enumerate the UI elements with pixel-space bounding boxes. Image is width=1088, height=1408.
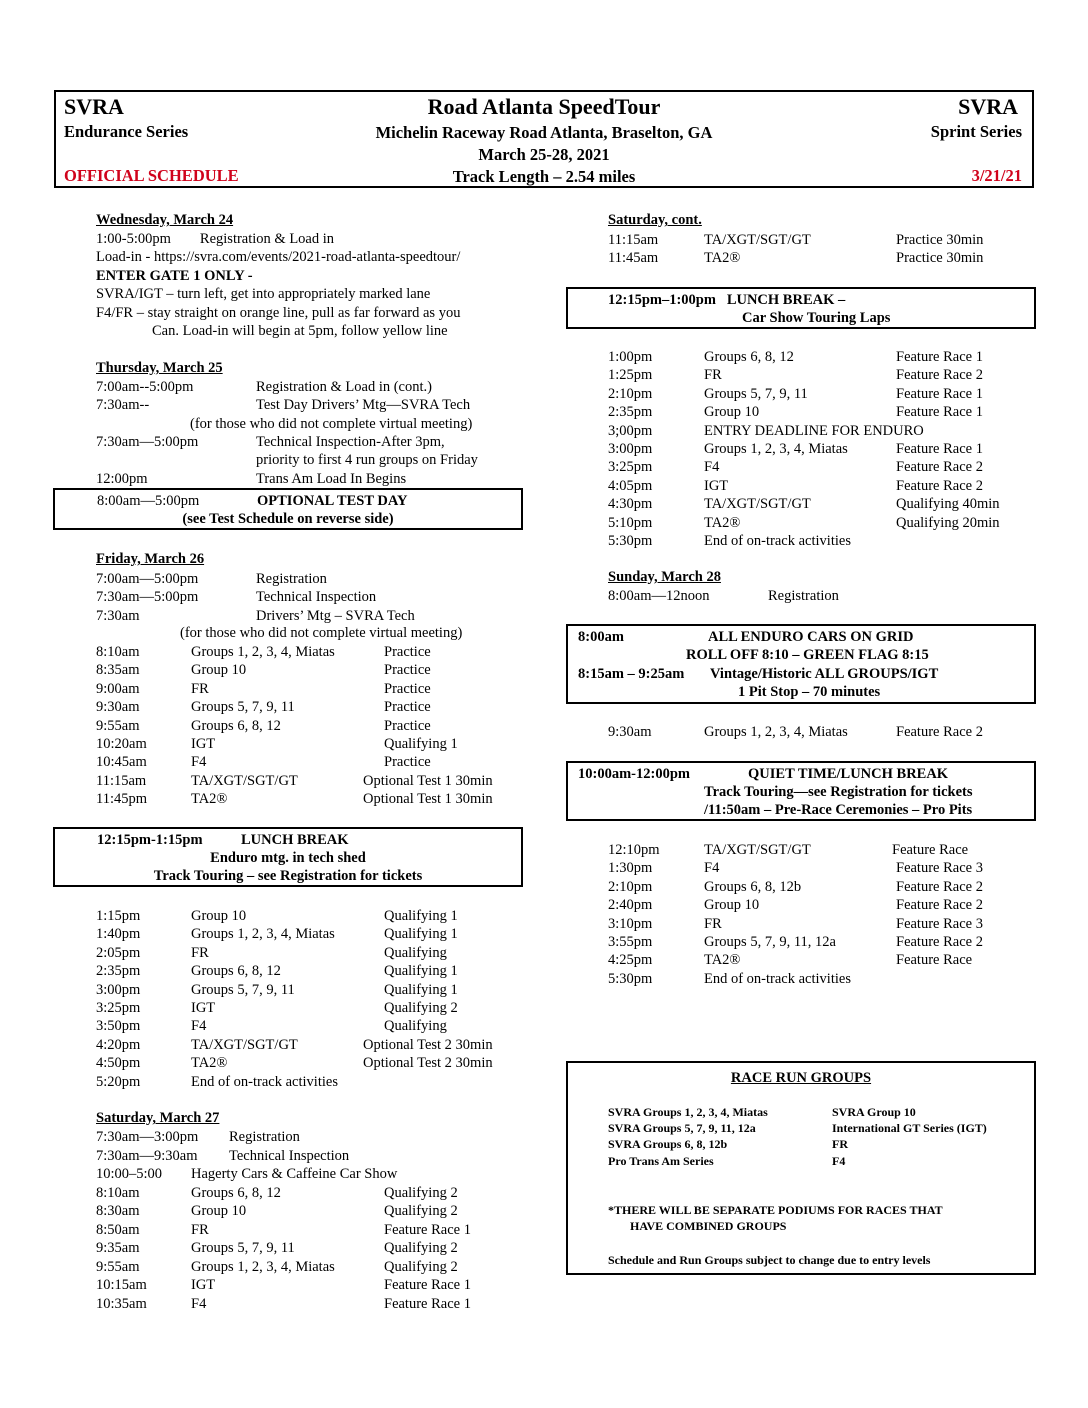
schedule-row [0,440,1088,458]
row-time: 1:40pm [96,926,141,943]
row-session: Feature Race 2 [896,934,983,950]
row-group: End of on-track activities [704,533,851,549]
run-group-left: SVRA Groups 6, 8, 12b [608,1137,728,1151]
enduro-line1: ALL ENDURO CARS ON GRID [708,629,914,645]
row-session: Qualifying 1 [384,963,458,980]
row-session: Qualifying 1 [384,736,458,752]
row-time: 4:50pm [96,1055,141,1072]
schedule-row [0,588,1088,606]
enduro-line3: Vintage/Historic ALL GROUPS/IGT [710,666,939,682]
row-time: 10:35am [96,1295,147,1312]
row-group: F4 [704,860,720,877]
row-group: Groups 6, 8, 12 [704,349,794,365]
wednesday-heading: Wednesday, March 24 [96,212,234,228]
row-time: 9:30am [608,724,652,740]
row-time: 2:05pm [96,944,141,961]
row-session: Optional Test 1 30min [363,772,493,789]
row-session: Practice [384,717,431,734]
row-group: TA2® [191,791,228,808]
row-session: Feature Race 1 [896,385,983,402]
row-time: 9:35am [96,1240,140,1256]
schedule-row [0,249,1088,267]
row-session: Feature Race 1 [384,1295,471,1312]
row-group: IGT [704,477,729,494]
row-session: Feature Race 1 [384,1221,471,1238]
row-group: Groups 6, 8, 12 [191,1184,281,1201]
row-group: Groups 1, 2, 3, 4, Miatas [191,1258,335,1275]
row-time: 8:10am [96,1184,140,1201]
wednesday-line: 1:00-5:00pm Registration & Load in [96,231,335,247]
row-group: Registration [256,571,327,587]
saturday-cont-heading: Saturday, cont. [608,212,702,228]
schedule-row [0,477,1088,495]
quiet-time-time: 10:00am-12:00pm [578,766,690,782]
wednesday-line: Can. Load-in will begin at 5pm, follow yellow line [152,323,448,339]
row-group: F4 [191,1295,207,1312]
row-time: 3:25pm [96,1000,141,1016]
row-time: 3:10pm [608,915,653,932]
schedule-row [0,1276,1088,1294]
row-time: 7:00am—5:00pm [96,571,199,587]
saturday-lunch-line2: Car Show Touring Laps [742,310,891,326]
row-time: 3:50pm [96,1018,141,1035]
revision-date: 3/21/21 [971,166,1022,185]
left-title: SVRA [64,94,124,119]
friday-lunch-time: 12:15pm-1:15pm [97,832,203,848]
official-schedule-label: OFFICIAL SCHEDULE [64,166,239,185]
row-session: Feature Race 1 [896,441,983,457]
row-group: Registration & Load in (cont.) [256,379,432,395]
schedule-row [0,723,1088,741]
row-group: End of on-track activities [704,970,851,987]
right-title: SVRA [958,94,1018,119]
enduro-line2: ROLL OFF 8:10 – GREEN FLAG 8:15 [686,647,929,663]
saturday-lunch-box [566,287,1036,329]
row-session: Qualifying 2 [384,1240,458,1256]
left-subtitle: Endurance Series [64,122,189,141]
row-group: Technical Inspection [256,589,377,606]
row-group: Group 10 [191,1203,247,1219]
schedule-row [0,841,1088,859]
row-group: TA/XGT/SGT/GT [191,772,298,789]
schedule-row [0,999,1088,1017]
row-session: Feature Race 2 [896,878,983,895]
schedule-row [0,385,1088,403]
run-group-right: FR [832,1137,848,1151]
schedule-row [0,348,1088,366]
row-group: F4 [191,754,207,771]
friday-lunch-line3: Track Touring – see Registration for tickets [153,868,423,884]
run-group-right: International GT Series (IGT) [832,1121,987,1135]
saturday-lunch-line1: 12:15pm–1:00pm LUNCH BREAK – [608,292,846,308]
row-group: IGT [191,1000,216,1016]
schedule-row [0,915,1088,933]
row-group: FR [191,680,209,697]
row-time: 2:10pm [608,385,653,402]
row-group: Technical Inspection-After 3pm, [256,433,445,450]
row-time: 2:10pm [608,878,653,895]
test-day-title: OPTIONAL TEST DAY [257,493,408,509]
row-time: 1:30pm [608,860,653,877]
row-time: 10:00–5:00 [96,1166,163,1182]
quiet-time-line3: /11:50am – Pre-Race Ceremonies – Pro Pits [704,802,973,818]
test-day-note: (see Test Schedule on reverse side) [182,511,394,527]
row-time: 11:15am [608,232,659,248]
row-time: 1:00pm [608,349,653,365]
row-session: Qualifying 1 [384,908,458,924]
row-time: 2:40pm [608,897,653,914]
friday-note: (for those who did not complete virtual meeting) [180,625,463,641]
row-group: Drivers’ Mtg – SVRA Tech [256,607,415,624]
row-group: End of on-track activities [191,1073,338,1090]
row-time: 10:45am [96,754,147,771]
row-group: TA/XGT/SGT/GT [191,1036,298,1053]
row-session: Feature Race 2 [896,477,983,494]
row-time: 9:55am [96,1258,140,1275]
sunday-reg-time: 8:00am—12noon [608,588,710,604]
row-group: Groups 5, 7, 9, 11 [191,699,295,716]
row-time: 3:55pm [608,934,653,950]
row-time: 5:30pm [608,533,653,549]
podium-note-cont: HAVE COMBINED GROUPS [630,1219,787,1233]
row-session: Practice [384,699,431,716]
row-session: Optional Test 2 30min [363,1036,493,1053]
saturday-heading: Saturday, March 27 [96,1110,220,1126]
wednesday-line: F4/FR – stay straight on orange line, pull as far forward as you [96,305,461,321]
row-time: 7:30am—3:00pm [96,1129,199,1145]
right-subtitle: Sprint Series [930,122,1022,141]
row-time: 11:45pm [96,791,148,808]
row-session: Feature Race 1 [384,1277,471,1293]
row-group: TA2® [704,250,741,267]
row-session: Practice 30min [896,232,984,248]
test-day-time: 8:00am—5:00pm [97,493,200,509]
quiet-time-line2: Track Touring—see Registration for tickets [704,784,973,800]
row-time: 3:00pm [96,981,141,998]
thursday-heading: Thursday, March 25 [96,360,223,376]
row-group: Groups 5, 7, 9, 11 [191,1240,295,1256]
venue: Michelin Raceway Road Atlanta, Braselton, GA [375,123,713,142]
row-session: Feature Race 1 [896,349,983,365]
row-session: Feature Race [896,952,973,969]
row-group: Groups 1, 2, 3, 4, Miatas [191,926,335,943]
row-session: Feature Race 3 [896,860,983,877]
schedule-row [0,896,1088,914]
row-session: Optional Test 2 30min [363,1055,493,1072]
schedule-row [0,366,1088,384]
row-time: 7:30am—9:30am [96,1147,198,1164]
row-time: 11:45am [608,250,659,267]
row-group: TA2® [191,1055,228,1072]
row-session: Feature Race 2 [896,724,983,740]
row-session: Feature Race [892,842,969,858]
row-group: Registration [229,1129,300,1145]
schedule-row [0,532,1088,550]
row-group: priority to first 4 run groups on Friday [256,452,478,469]
sunday-reg-label: Registration [768,588,839,604]
run-group-left: Pro Trans Am Series [608,1154,714,1168]
row-group: Group 10 [191,908,247,924]
row-group: Technical Inspection [229,1147,350,1164]
schedule-row [0,1036,1088,1054]
row-session: Practice [384,644,431,660]
enduro-box [566,624,1036,704]
change-note: Schedule and Run Groups subject to change due to entry levels [608,1253,931,1267]
quiet-time-title: QUIET TIME/LUNCH BREAK [748,766,949,782]
row-group: Groups 1, 2, 3, 4, Miatas [704,441,848,457]
schedule-row [0,458,1088,476]
schedule-row [0,878,1088,896]
row-group: Group 10 [191,662,247,679]
row-time: 11:15am [96,772,147,789]
run-group-left: SVRA Groups 1, 2, 3, 4, Miatas [608,1105,768,1119]
schedule-row [0,495,1088,513]
friday-lunch-title: LUNCH BREAK [241,832,349,848]
row-time: 8:50am [96,1221,140,1238]
row-group: Test Day Drivers’ Mtg—SVRA Tech [256,397,471,414]
row-time: 5:10pm [608,514,653,531]
schedule-row [0,403,1088,421]
row-time: 7:00am--5:00pm [96,379,194,395]
row-time: 9:55am [96,717,140,734]
row-time: 7:30am—5:00pm [96,433,199,450]
row-session: Qualifying 2 [384,1203,458,1219]
schedule-row [0,422,1088,440]
row-time: 2:35pm [608,404,653,421]
row-time: 10:15am [96,1277,147,1293]
schedule-row [0,607,1088,625]
row-group: Hagerty Cars & Caffeine Car Show [191,1166,398,1182]
row-time: 10:20am [96,736,147,752]
row-time: 4:05pm [608,477,653,494]
row-session: Feature Race 2 [896,897,983,914]
run-group-right: F4 [832,1154,846,1168]
row-group: FR [704,367,722,384]
row-session: Feature Race 2 [896,367,983,384]
row-session: Feature Race 2 [896,459,983,476]
row-session: Practice 30min [896,250,984,267]
friday-lunch-line2: Enduro mtg. in tech shed [210,850,366,866]
row-session: Qualifying 2 [384,1184,458,1201]
row-session: Optional Test 1 30min [363,791,493,808]
row-group: TA/XGT/SGT/GT [704,232,811,248]
schedule-row [0,231,1088,249]
quiet-time-box [566,761,1036,821]
row-time: 4:30pm [608,496,653,513]
row-session: Feature Race 1 [896,404,983,421]
schedule-header [54,90,1034,188]
sunday-heading: Sunday, March 28 [608,569,721,585]
row-group: Trans Am Load In Begins [256,470,407,487]
row-time: 5:20pm [96,1073,141,1090]
run-group-right: SVRA Group 10 [832,1105,916,1119]
row-session: Qualifying 2 [384,1000,458,1016]
row-session: Qualifying 40min [896,496,1000,513]
row-time: 2:35pm [96,963,141,980]
row-group: ENTRY DEADLINE FOR ENDURO [704,422,924,439]
row-time: 12:10pm [608,842,660,858]
wednesday-gate-note: ENTER GATE 1 ONLY - [96,268,253,284]
row-time: 7:30am—5:00pm [96,589,199,606]
row-group: Groups 1, 2, 3, 4, Miatas [191,644,335,660]
row-session: Feature Race 3 [896,915,983,932]
row-group: F4 [191,1018,207,1035]
row-time: 4:25pm [608,952,653,969]
row-group: Group 10 [704,897,760,914]
row-group: IGT [191,1277,216,1293]
schedule-row [0,933,1088,951]
row-group: IGT [191,736,216,752]
schedule-row [0,1295,1088,1313]
row-time: 12:00pm [96,470,148,487]
row-time: 7:30am [96,607,140,624]
row-group: (for those who did not complete virtual meeting) [190,415,473,432]
row-time: 8:10am [96,644,140,660]
schedule-row [0,1017,1088,1035]
row-group: Groups 5, 7, 9, 11 [191,981,295,998]
row-group: Groups 5, 7, 9, 11 [704,385,808,402]
row-time: 5:30pm [608,970,653,987]
schedule-row [0,859,1088,877]
row-session: Qualifying [384,1018,447,1035]
run-group-left: SVRA Groups 5, 7, 9, 11, 12a [608,1121,756,1135]
row-group: Groups 6, 8, 12b [704,878,802,895]
enduro-time2: 8:15am – 9:25am [578,666,685,682]
row-session: Practice [384,662,431,679]
row-group: TA/XGT/SGT/GT [704,842,811,858]
row-time: 1:15pm [96,908,141,924]
row-group: Groups 6, 8, 12 [191,963,281,980]
row-group: Groups 6, 8, 12 [191,717,281,734]
schedule-row [0,970,1088,988]
row-time: 7:30am-- [96,397,150,414]
row-time: 3:25pm [608,459,653,476]
event-dates: March 25-28, 2021 [478,145,610,164]
row-group: TA2® [704,514,741,531]
row-group: Groups 1, 2, 3, 4, Miatas [704,724,848,740]
row-session: Qualifying 1 [384,981,458,998]
row-group: FR [191,944,209,961]
row-time: 1:25pm [608,367,653,384]
row-group: TA2® [704,952,741,969]
track-length: Track Length – 2.54 miles [452,167,636,186]
row-group: FR [704,915,722,932]
row-time: 3:00pm [608,441,653,457]
row-session: Practice [384,754,431,771]
row-session: Qualifying 2 [384,1258,458,1275]
row-session: Qualifying 1 [384,926,458,943]
run-groups-title: RACE RUN GROUPS [730,1070,872,1086]
row-group: FR [191,1221,209,1238]
row-session: Qualifying 20min [896,514,1000,531]
row-group: F4 [704,459,720,476]
friday-heading: Friday, March 26 [96,551,205,567]
row-group: TA/XGT/SGT/GT [704,496,811,513]
enduro-time: 8:00am [578,629,624,645]
row-group: Group 10 [704,404,760,421]
race-run-groups-box [566,1061,1036,1275]
row-time: 8:35am [96,662,140,679]
podium-note: *THERE WILL BE SEPARATE PODIUMS FOR RACES THAT [608,1203,943,1217]
schedule-row [0,570,1088,588]
schedule-row [0,951,1088,969]
row-time: 9:00am [96,680,140,697]
row-time: 3;00pm [608,422,653,439]
row-time: 8:30am [96,1203,140,1219]
wednesday-line: SVRA/IGT – turn left, get into appropriately marked lane [96,286,431,302]
row-time: 9:30am [96,699,140,716]
event-title: Road Atlanta SpeedTour [427,94,661,119]
wednesday-line: Load-in - https://svra.com/events/2021-road-atlanta-speedtour/ [96,249,461,265]
enduro-line4: 1 Pit Stop – 70 minutes [738,684,881,700]
row-session: Practice [384,680,431,697]
row-session: Qualifying [384,944,447,961]
row-group: Groups 5, 7, 9, 11, 12a [704,934,836,950]
schedule-row [0,514,1088,532]
row-time: 4:20pm [96,1036,141,1053]
